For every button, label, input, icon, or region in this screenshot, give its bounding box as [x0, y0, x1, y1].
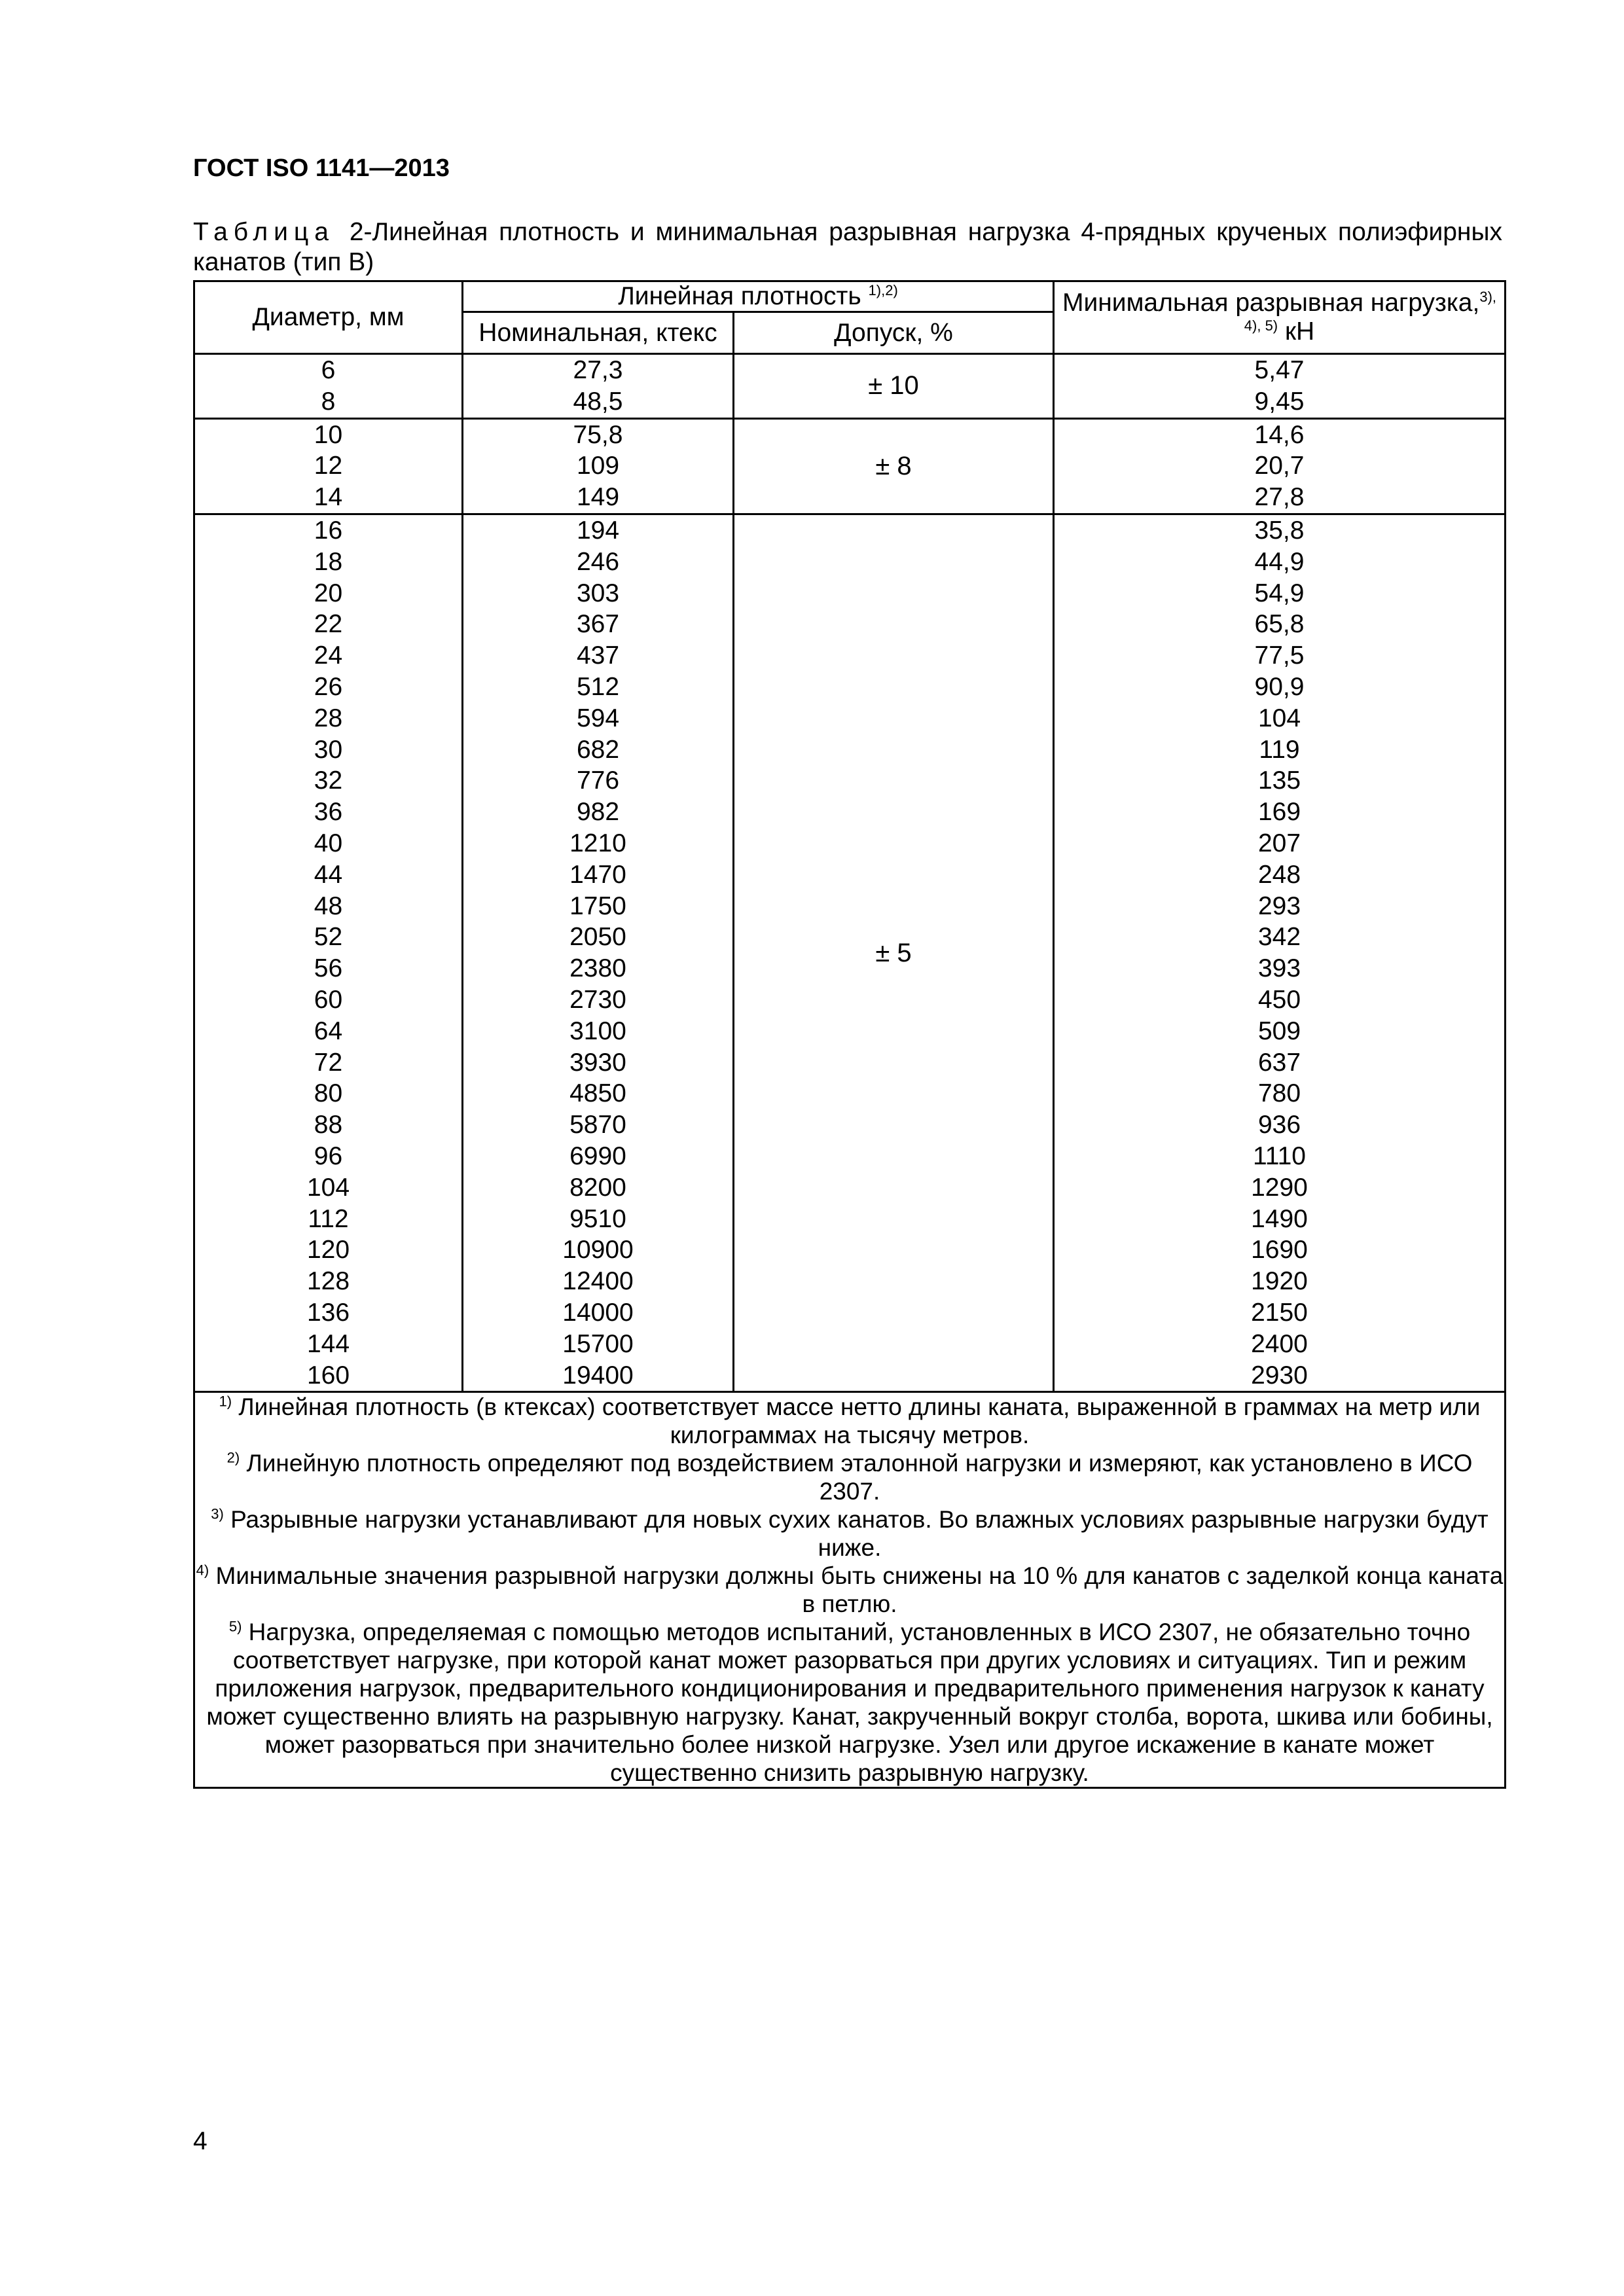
footnote-mark: 3)	[211, 1505, 224, 1522]
load-value: 207	[1257, 829, 1301, 857]
diameter-cell	[194, 418, 463, 514]
diameter-value: 6	[321, 356, 336, 384]
diameter-value: 14	[314, 483, 343, 512]
diameter-value: 128	[306, 1267, 350, 1296]
diameter-value: 30	[314, 735, 343, 764]
table-row-group	[194, 354, 1506, 419]
load-value: 9,45	[1254, 387, 1305, 416]
header-nominal: Номинальная, ктекс	[463, 312, 734, 354]
table-row-group	[194, 514, 1506, 1391]
nominal-value: 982	[576, 798, 620, 827]
load-value: 5,47	[1254, 356, 1305, 384]
nominal-value: 27,3	[573, 356, 623, 384]
nominal-value: 10900	[562, 1236, 634, 1265]
nominal-value: 1750	[569, 891, 626, 920]
diameter-value: 112	[308, 1204, 349, 1233]
load-value: 54,9	[1254, 579, 1305, 607]
nominal-value: 3100	[569, 1016, 626, 1045]
diameter-value: 136	[306, 1298, 350, 1327]
table-row-group	[194, 418, 1506, 514]
nominal-value: 303	[576, 579, 620, 607]
load-value: 20,7	[1254, 452, 1305, 480]
nominal-value: 4850	[569, 1079, 626, 1108]
footnote-mark: 5)	[228, 1618, 242, 1635]
nominal-value: 5870	[569, 1111, 626, 1139]
diameter-value: 8	[321, 387, 336, 416]
nominal-value: 1210	[569, 829, 626, 857]
nominal-value: 1470	[569, 860, 626, 889]
header-min-load-unit: кН	[1284, 317, 1315, 346]
header-min-load-refs: 3), 4), 5)	[1244, 289, 1497, 334]
nominal-value: 2050	[569, 923, 626, 952]
nominal-value: 15700	[562, 1329, 634, 1358]
diameter-value: 60	[314, 985, 343, 1014]
footnote-mark: 2)	[226, 1449, 240, 1466]
header-min-load	[1054, 281, 1506, 354]
footnote	[195, 1449, 1504, 1505]
header-diameter: Диаметр, мм	[194, 281, 463, 354]
footnote-mark: 1)	[219, 1393, 232, 1410]
diameter-value: 64	[314, 1016, 343, 1045]
diameter-value: 16	[314, 516, 343, 545]
load-value: 1290	[1251, 1173, 1308, 1202]
load-value: 65,8	[1254, 610, 1305, 639]
footnote-text: Линейную плотность определяют под воздействием эталонной нагрузки и измеряют, как установлено в ИСО 2307.	[246, 1450, 1473, 1505]
load-value: 293	[1257, 891, 1301, 920]
tolerance-cell: ± 5	[734, 514, 1054, 1391]
footnote	[195, 1562, 1504, 1618]
load-value: 936	[1257, 1111, 1301, 1139]
header-linear-density-refs: 1),2)	[868, 282, 898, 298]
diameter-value: 24	[314, 641, 343, 670]
diameter-value: 88	[314, 1111, 343, 1139]
table-body	[194, 281, 1506, 1788]
header-linear-density-text: Линейная плотность	[618, 282, 861, 310]
load-value: 1690	[1251, 1236, 1308, 1265]
diameter-value: 104	[306, 1173, 350, 1202]
nominal-value: 14000	[562, 1298, 634, 1327]
diameter-cell	[194, 514, 463, 1391]
diameter-value: 22	[314, 610, 343, 639]
data-table	[193, 280, 1506, 1789]
load-value: 248	[1257, 860, 1301, 889]
nominal-value: 149	[576, 483, 620, 512]
load-value: 14,6	[1254, 420, 1305, 449]
diameter-value: 36	[314, 798, 343, 827]
diameter-value: 26	[314, 672, 343, 701]
nominal-value: 6990	[569, 1141, 626, 1170]
diameter-value: 52	[314, 923, 343, 952]
load-value: 27,8	[1254, 483, 1305, 512]
footnotes-row	[194, 1392, 1506, 1788]
tolerance-cell: ± 8	[734, 418, 1054, 514]
load-value: 393	[1257, 954, 1301, 983]
diameter-value: 18	[314, 547, 343, 576]
nominal-value: 682	[576, 735, 620, 764]
load-value: 780	[1257, 1079, 1301, 1108]
load-value: 342	[1257, 923, 1301, 952]
load-value: 90,9	[1254, 672, 1305, 701]
document-id: ГОСТ ISO 1141—2013	[193, 154, 450, 182]
nominal-cell	[463, 354, 734, 419]
load-value: 44,9	[1254, 547, 1305, 576]
diameter-value: 56	[314, 954, 343, 983]
nominal-value: 109	[576, 452, 620, 480]
footnote	[195, 1505, 1504, 1562]
footnote	[195, 1393, 1504, 1449]
header-min-load-text: Минимальная разрывная нагрузка,	[1062, 289, 1480, 317]
footnote	[195, 1618, 1504, 1787]
load-value: 2930	[1251, 1361, 1308, 1390]
diameter-value: 20	[314, 579, 343, 607]
nominal-value: 2380	[569, 954, 626, 983]
footnotes-cell	[194, 1392, 1506, 1788]
nominal-value: 19400	[562, 1361, 634, 1390]
diameter-value: 72	[314, 1048, 343, 1077]
nominal-value: 246	[576, 547, 620, 576]
caption-label: Таблица	[193, 218, 334, 246]
diameter-value: 28	[314, 704, 343, 732]
nominal-value: 9510	[569, 1204, 626, 1233]
footnote-mark: 4)	[196, 1562, 209, 1579]
nominal-value: 437	[576, 641, 620, 670]
diameter-cell	[194, 354, 463, 419]
load-value: 135	[1257, 766, 1301, 795]
header-tolerance: Допуск, %	[734, 312, 1054, 354]
nominal-value: 594	[576, 704, 620, 732]
nominal-value: 776	[576, 766, 620, 795]
header-linear-density	[463, 281, 1054, 312]
nominal-cell	[463, 418, 734, 514]
diameter-value: 120	[306, 1236, 350, 1265]
diameter-value: 80	[314, 1079, 343, 1108]
footnote-text: Нагрузка, определяемая с помощью методов испытаний, установленных в ИСО 2307, не обязательно точно соответствует нагрузке, при которой канат может разорваться при других условиях и ситуациях. Тип и режим приложения нагрузок, предварительного кондиционирования и предварительного применения нагрузок к канату может существенно влиять на разрывную нагрузку. Канат, закрученный вокруг столба, ворота, шкива или бобины, может разорваться при значительно более низкой нагрузке. Узел или другое искажение в канате может существенно снизить разрывную нагрузку.	[206, 1619, 1493, 1787]
nominal-cell	[463, 514, 734, 1391]
nominal-value: 2730	[569, 985, 626, 1014]
diameter-value: 10	[314, 420, 343, 449]
load-cell	[1054, 514, 1506, 1391]
footnote-text: Линейная плотность (в ктексах) соответствует массе нетто длины каната, выраженной в граммах на метр или килограммах на тысячу метров.	[238, 1393, 1481, 1449]
load-value: 119	[1259, 735, 1300, 764]
header-row-1	[194, 281, 1506, 312]
diameter-value: 48	[314, 891, 343, 920]
load-value: 450	[1257, 985, 1301, 1014]
nominal-value: 8200	[569, 1173, 626, 1202]
diameter-value: 12	[314, 452, 343, 480]
nominal-value: 194	[576, 516, 620, 545]
load-value: 637	[1257, 1048, 1301, 1077]
load-cell	[1054, 354, 1506, 419]
load-value: 35,8	[1254, 516, 1305, 545]
tolerance-cell: ± 10	[734, 354, 1054, 419]
diameter-value: 44	[314, 860, 343, 889]
load-value: 77,5	[1254, 641, 1305, 670]
load-value: 1490	[1251, 1204, 1308, 1233]
load-value: 2150	[1251, 1298, 1308, 1327]
nominal-value: 75,8	[573, 420, 623, 449]
caption-text: 2-Линейная плотность и минимальная разрывная нагрузка 4-прядных крученых полиэфирных канатов (тип В)	[193, 218, 1503, 276]
nominal-value: 367	[576, 610, 620, 639]
footnote-text: Разрывные нагрузки устанавливают для новых сухих канатов. Во влажных условиях разрывные нагрузки будут ниже.	[230, 1506, 1489, 1562]
load-value: 1110	[1253, 1141, 1306, 1170]
nominal-value: 3930	[569, 1048, 626, 1077]
load-value: 1920	[1251, 1267, 1308, 1296]
diameter-value: 160	[306, 1361, 350, 1390]
nominal-value: 12400	[562, 1267, 634, 1296]
load-value: 509	[1257, 1016, 1301, 1045]
load-cell	[1054, 418, 1506, 514]
diameter-value: 32	[314, 766, 343, 795]
page-number: 4	[193, 2127, 208, 2155]
load-value: 104	[1257, 704, 1301, 732]
footnote-text: Минимальные значения разрывной нагрузки должны быть снижены на 10 % для канатов с заделкой конца каната в петлю.	[215, 1562, 1504, 1618]
diameter-value: 144	[306, 1329, 350, 1358]
load-value: 169	[1257, 798, 1301, 827]
diameter-value: 96	[314, 1141, 343, 1170]
diameter-value: 40	[314, 829, 343, 857]
load-value: 2400	[1251, 1329, 1308, 1358]
nominal-value: 48,5	[573, 387, 623, 416]
table-caption	[193, 217, 1502, 278]
nominal-value: 512	[576, 672, 620, 701]
